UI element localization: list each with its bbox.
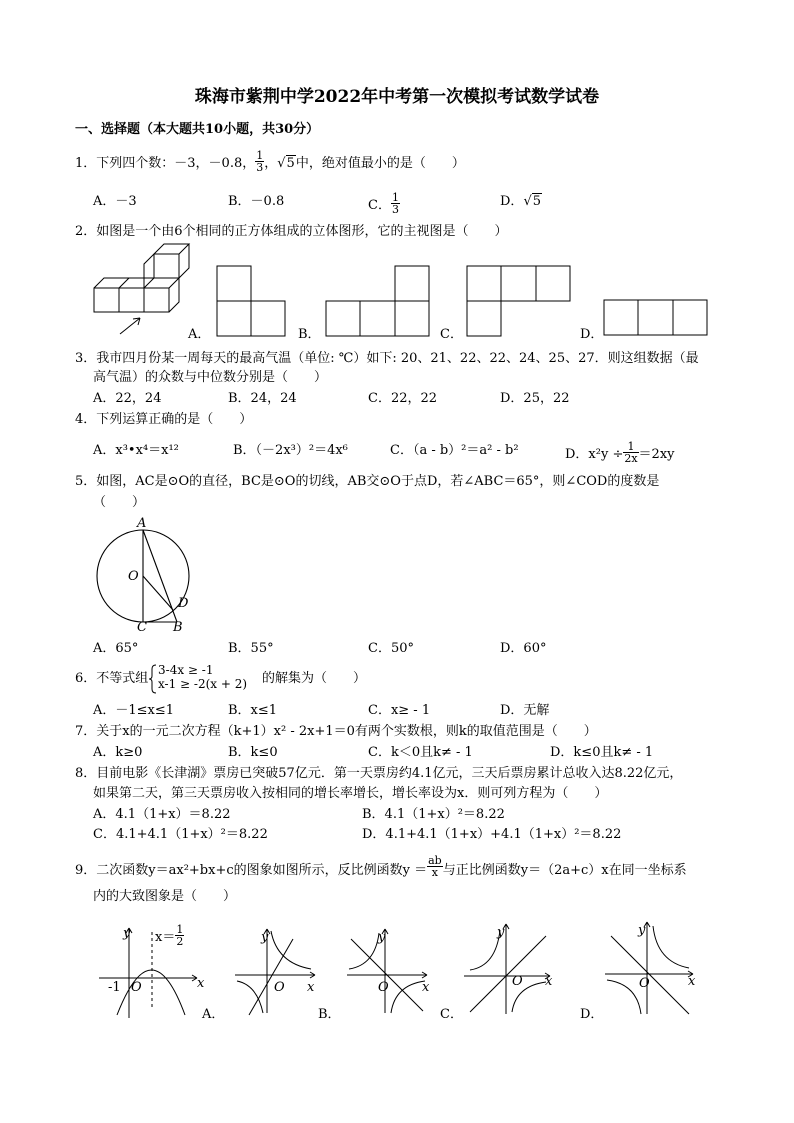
q1-option-d[interactable]: D．√5	[500, 194, 542, 209]
q3-option-b[interactable]: B．24，24	[228, 391, 297, 406]
q9-option-c[interactable]: C．	[440, 1007, 463, 1022]
q6-ineq2: x-1 ≥ -2(x + 2)	[158, 677, 248, 691]
q9-b-x: x	[422, 980, 430, 995]
q8-option-a[interactable]: A．4.1（1+x）＝8.22	[93, 807, 231, 822]
q5-label-d: D	[178, 596, 189, 611]
q7-option-b[interactable]: B．k≤0	[228, 745, 278, 760]
q9-stem-line1: 9．二次函数y＝ax²+bx+c的图象如图所示，反比例函数y ＝ $\frac{ab}{x}$ 与正比例函数y＝（2a+c）x在同一坐标系	[75, 854, 687, 879]
q2-option-b-figure	[325, 265, 430, 337]
q6-option-d[interactable]: D．无解	[500, 703, 550, 718]
q1-option-a[interactable]: A．－3	[93, 194, 137, 209]
q1-option-b[interactable]: B．－0.8	[228, 194, 285, 209]
q5-option-b[interactable]: B．55°	[228, 641, 274, 656]
q7-option-a[interactable]: A．k≥0	[93, 745, 143, 760]
q9-graph-y-label: y	[123, 926, 131, 941]
q3-stem-line2: 高气温）的众数与中位数分别是（ ）	[93, 370, 328, 385]
q5-label-a: A	[137, 516, 147, 531]
q4-option-d[interactable]: D．x²y ÷ $\frac{1}{2x}$ ＝2xy	[565, 440, 675, 465]
q2-option-a-figure	[216, 265, 286, 337]
q5-circle-figure	[95, 515, 195, 637]
q9-option-d-graph	[603, 918, 698, 1017]
q9-c-x: x	[545, 974, 553, 989]
q9-graph-o-label: O	[131, 980, 142, 995]
q2-option-b[interactable]: B．	[298, 327, 321, 342]
q5-option-a[interactable]: A．65°	[93, 641, 139, 656]
q1-option-c[interactable]: C． $\frac{1}{3}$	[368, 191, 399, 216]
section-heading: 一、选择题（本大题共10小题，共30分）	[75, 122, 320, 137]
q1-stem: 1．下列四个数：－3，－0.8， $\frac{1}{3}$ ，√5中，绝对值最小的是（ ）	[75, 149, 465, 174]
q6-stem-b: 的解集为（ ）	[262, 671, 367, 686]
q5-option-c[interactable]: C．50°	[368, 641, 414, 656]
q2-cube-figure	[92, 246, 187, 338]
q6-option-b[interactable]: B．x≤1	[228, 703, 278, 718]
q9-option-a-graph	[233, 925, 323, 1017]
q7-stem: 7．关于x的一元二次方程（k+1）x² - 2x+1＝0有两个实数根，则k的取值范围是（ ）	[75, 724, 597, 739]
q9-c-o: O	[512, 974, 523, 989]
q4-option-b[interactable]: B．（－2x³）²＝4x⁶	[233, 443, 348, 458]
q7-option-c[interactable]: C．k＜0且k≠ - 1	[368, 745, 473, 760]
q5-label-b: B	[173, 620, 183, 635]
q3-stem-line1: 3．我市四月份某一周每天的最高气温（单位: ℃）如下: 20、21、22、22、24、25、27．则这组数据（最	[75, 351, 699, 366]
q2-option-d[interactable]: D．	[580, 327, 604, 342]
q6-option-c[interactable]: C．x≥ - 1	[368, 703, 431, 718]
q6-stem-a: 6．不等式组	[75, 671, 149, 686]
q9-c-y: y	[497, 925, 505, 940]
q2-option-c[interactable]: C．	[440, 327, 463, 342]
q9-option-b-graph	[345, 925, 435, 1017]
q8-option-c[interactable]: C．4.1+4.1（1+x）²＝8.22	[93, 827, 268, 842]
q3-option-c[interactable]: C．22，22	[368, 391, 438, 406]
q9-graph-axis-label: x＝ $\frac{1}{2}$	[155, 923, 184, 948]
q6-ineq1: 3-4x ≥ -1	[158, 663, 214, 677]
q8-option-b[interactable]: B．4.1（1+x）²＝8.22	[362, 807, 505, 822]
q5-option-d[interactable]: D．60°	[500, 641, 547, 656]
q3-option-d[interactable]: D．25，22	[500, 391, 570, 406]
q9-a-x: x	[307, 980, 315, 995]
q6-brace-icon	[149, 664, 157, 694]
q9-a-o: O	[274, 980, 285, 995]
q4-option-a[interactable]: A．x³•x⁴＝x¹²	[93, 443, 179, 458]
q9-d-o: O	[639, 976, 650, 991]
q8-option-d[interactable]: D．4.1+4.1（1+x）+4.1（1+x）²＝8.22	[362, 827, 622, 842]
q5-stem-line1: 5．如图，AC是⊙O的直径，BC是⊙O的切线，AB交⊙O于点D，若∠ABC＝65°，则∠COD的度数是	[75, 474, 660, 489]
q9-b-y: y	[378, 930, 386, 945]
q8-stem-line2: 如果第二天，第三天票房收入按相同的增长率增长，增长率设为x．则可列方程为（ ）	[93, 786, 608, 801]
q9-d-y: y	[638, 923, 646, 938]
q9-stem-line2: 内的大致图象是（ ）	[93, 889, 237, 904]
q9-option-a[interactable]: A．	[202, 1007, 225, 1022]
q9-d-x: x	[688, 974, 696, 989]
q9-option-b[interactable]: B．	[318, 1007, 341, 1022]
q9-graph-minus-one: -1	[108, 980, 121, 995]
q6-option-a[interactable]: A．－1≤x≤1	[93, 703, 175, 718]
q9-graph-x-label: x	[197, 976, 205, 991]
q9-b-o: O	[378, 980, 389, 995]
q5-label-o: O	[128, 569, 139, 584]
q2-stem: 2．如图是一个由6个相同的正方体组成的立体图形，它的主视图是（ ）	[75, 224, 508, 239]
q4-option-c[interactable]: C．（a - b）²＝a² - b²	[390, 443, 519, 458]
q4-stem: 4．下列运算正确的是（ ）	[75, 412, 253, 427]
q3-option-a[interactable]: A．22，24	[93, 391, 162, 406]
q8-stem-line1: 8．目前电影《长津湖》票房已突破57亿元．第一天票房约4.1亿元，三天后票房累计总收入达8.22亿元，	[75, 766, 683, 781]
q9-a-y: y	[261, 930, 269, 945]
q5-stem-line2: （ ）	[93, 495, 146, 510]
q9-option-d[interactable]: D．	[580, 1007, 604, 1022]
q9-option-c-graph	[462, 920, 557, 1017]
q2-option-c-figure	[466, 265, 571, 337]
page-title: 珠海市紫荆中学2022年中考第一次模拟考试数学试卷	[194, 87, 600, 107]
q2-option-d-figure	[603, 299, 708, 337]
q7-option-d[interactable]: D．k≤0且k≠ - 1	[550, 745, 654, 760]
q2-option-a[interactable]: A．	[188, 327, 211, 342]
q9-parabola-graph	[97, 920, 205, 1020]
q5-label-c: C	[137, 620, 147, 635]
